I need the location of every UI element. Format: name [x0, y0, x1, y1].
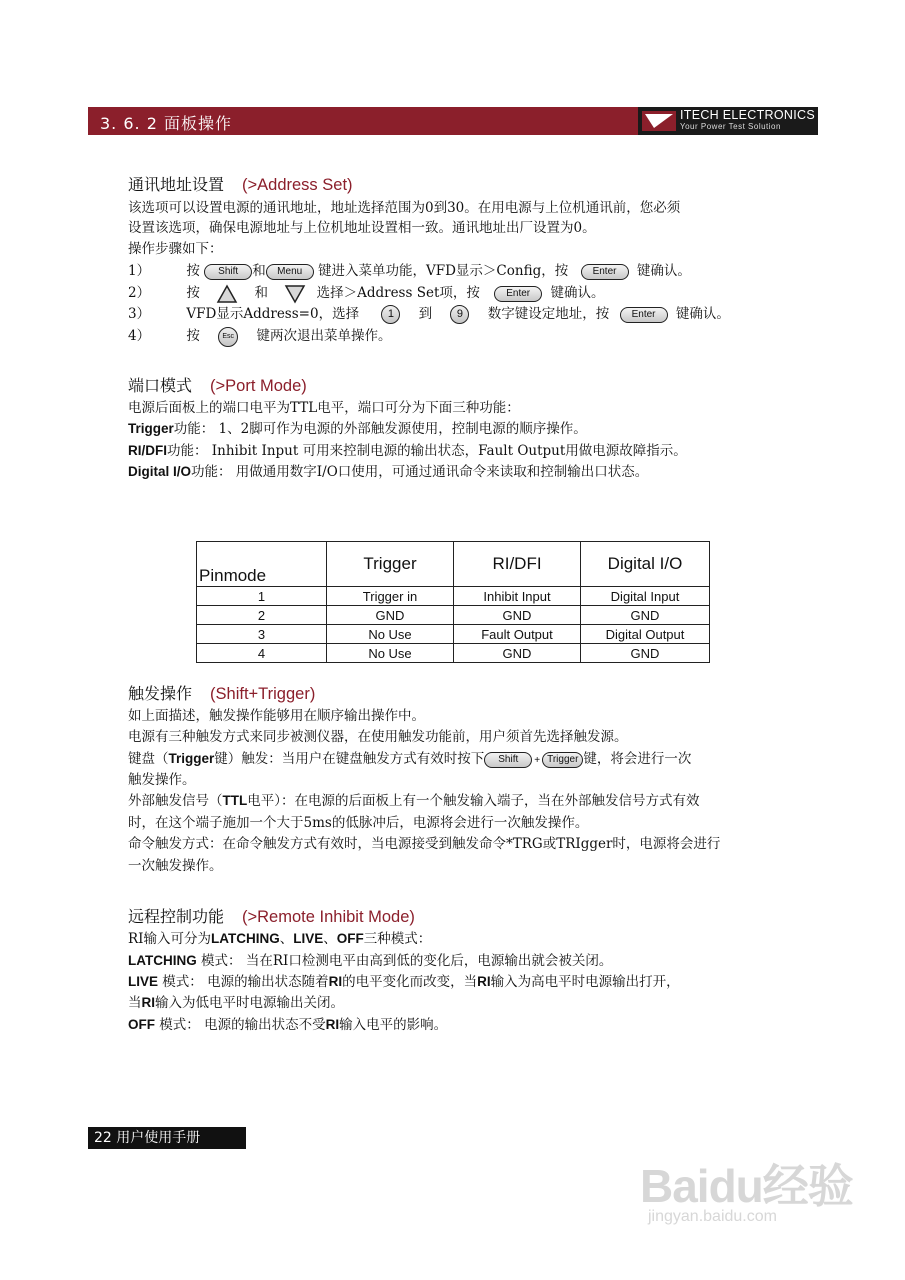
line-text: 模式： 电源的输出状态不受	[155, 1017, 326, 1033]
step-text: 和	[254, 285, 268, 301]
table-cell: Fault Output	[454, 625, 581, 644]
step-text: 按	[186, 263, 200, 279]
line-text: 电平）：在电源的后面板上有一个触发输入端子，当在外部触发信号方式有效	[247, 793, 700, 809]
remote-title-en: (>Remote Inhibit Mode)	[242, 908, 415, 926]
table-header-row	[197, 542, 710, 587]
trigger-para-2: 电源有三种触发方式来同步被测仪器，在使用触发功能前，用户须首先选择触发源。	[128, 729, 628, 745]
step-text: 到	[418, 306, 433, 322]
pinmode-table	[196, 541, 710, 663]
line-text: 模式： 电源的输出状态随着	[158, 974, 329, 990]
line-text: 功能： 用做通用数字I/O口使用，可通过通讯命令来读取和控制输出口状态。	[191, 464, 649, 480]
port-title: 端口模式	[128, 376, 193, 395]
table-cell: GND	[327, 606, 454, 625]
line-text: 外部触发信号（	[128, 793, 223, 809]
step-number: 2）	[128, 285, 151, 301]
baidu-watermark	[640, 1150, 853, 1225]
table-cell: Trigger in	[327, 587, 454, 606]
bold-term: RI	[328, 974, 343, 989]
step-text: 选择＞Address Set项，按	[316, 285, 480, 301]
trigger-para-4: 触发操作。	[128, 772, 196, 788]
port-title-en: (>Port Mode)	[210, 377, 307, 395]
step-number: 4）	[128, 328, 151, 344]
menu-key-icon: Menu	[266, 264, 314, 280]
bold-term: LATCHING	[128, 953, 197, 968]
table-header-cell: RI/DFI	[454, 542, 581, 587]
bold-term: LATCHING	[211, 931, 280, 946]
bold-term: OFF	[336, 931, 364, 946]
section-header-bar	[88, 107, 818, 135]
port-para-1: 电源后面板上的端口电平为TTL电平，端口可分为下面三种功能：	[128, 400, 520, 416]
table-cell: Digital Input	[581, 587, 710, 606]
remote-live-line-2	[128, 993, 344, 1013]
address-para-2: 设置该选项，确保电源地址与上位机地址设置相一致。通讯地址出厂设置为0。	[128, 220, 596, 236]
trigger-para-7: 命令触发方式：在命令触发方式有效时，当电源接受到触发命令*TRG或TRIgger时，电源将会进行	[128, 836, 721, 852]
address-step-3	[128, 304, 730, 324]
watermark-url-text: jingyan.baidu.com	[648, 1208, 777, 1225]
line-text: 、	[279, 931, 294, 947]
trigger-para-3	[128, 749, 691, 771]
table-cell: 2	[197, 606, 327, 625]
line-text: 输入电平的影响。	[339, 1017, 448, 1033]
watermark-main-text: Baidu经验	[640, 1160, 853, 1212]
step-text: 按	[186, 328, 200, 344]
table-cell: GND	[581, 606, 710, 625]
bold-term: LIVE	[128, 974, 159, 989]
bold-term: RI	[477, 974, 491, 989]
line-text: 输入为低电平时电源输出关闭。	[155, 995, 344, 1011]
table-cell: 1	[197, 587, 327, 606]
table-cell: No Use	[327, 625, 454, 644]
bold-term: Trigger	[168, 751, 215, 766]
line-text: 当	[128, 995, 142, 1011]
enter-key-icon: Enter	[581, 264, 629, 280]
line-text: 键）触发：当用户在键盘触发方式有效时按下	[214, 751, 485, 767]
trigger-para-5	[128, 791, 700, 811]
address-title-en: (>Address Set)	[242, 176, 353, 194]
step-text: 按	[186, 285, 200, 301]
table-cell: Inhibit Input	[454, 587, 581, 606]
remote-latching-line	[128, 951, 612, 971]
table-cell: GND	[454, 644, 581, 663]
line-text: 功能： Inhibit Input 可用来控制电源的输出状态，Fault Output用做电源故障指示。	[167, 443, 687, 459]
remote-title: 远程控制功能	[128, 907, 225, 926]
shift-key-icon: Shift	[484, 752, 532, 768]
port-digital-line	[128, 462, 648, 482]
table-row	[197, 644, 710, 663]
bold-term: RI	[141, 995, 155, 1010]
bold-term: Trigger	[128, 421, 174, 436]
bold-term: LIVE	[293, 931, 324, 946]
address-para-1: 该选项可以设置电源的通讯地址，地址选择范围为0到30。在用电源与上位机通讯前，您必须	[128, 200, 681, 216]
line-text: 功能： 1、2脚可作为电源的外部触发源使用，控制电源的顺序操作。	[173, 421, 587, 437]
trigger-title-en: (Shift+Trigger)	[210, 685, 316, 703]
port-trigger-line	[128, 419, 587, 439]
logo-slogan-text: Your Power Test Solution	[680, 122, 781, 131]
step-text: 数字键设定地址，按	[487, 306, 610, 322]
line-text: RI输入可分为	[128, 931, 211, 947]
bold-term: RI/DFI	[128, 443, 167, 458]
page-footer: 22 用户使用手册	[88, 1127, 246, 1149]
line-text: 的电平变化而改变，当	[342, 974, 478, 990]
bold-term: OFF	[128, 1017, 155, 1032]
trigger-heading	[128, 681, 315, 704]
address-step-2	[128, 283, 604, 304]
address-heading	[128, 172, 353, 195]
table-cell: Digital Output	[581, 625, 710, 644]
step-text: 键两次退出菜单操作。	[256, 328, 392, 344]
line-text: 三种模式：	[363, 931, 432, 947]
line-text: 输入为高电平时电源输出打开，	[490, 974, 680, 990]
table-cell: GND	[454, 606, 581, 625]
line-text: 模式： 当在RI口检测电平由高到低的变化后，电源输出就会被关闭。	[196, 953, 613, 969]
step-number: 1）	[128, 263, 151, 279]
enter-key-icon: Enter	[620, 307, 668, 323]
address-title: 通讯地址设置	[128, 175, 225, 194]
remote-live-line	[128, 972, 680, 992]
table-row	[197, 625, 710, 644]
bold-term: TTL	[222, 793, 248, 808]
trigger-title: 触发操作	[128, 684, 193, 703]
shift-key-icon: Shift	[204, 264, 252, 280]
table-header-cell: Digital I/O	[581, 542, 710, 587]
port-heading	[128, 373, 307, 396]
digit-nine-key-icon: 9	[450, 305, 469, 324]
up-arrow-key-icon	[216, 284, 238, 304]
step-text: 键进入菜单功能，VFD显示＞Config，按	[317, 263, 569, 279]
step-text: 和	[252, 263, 266, 279]
step-text: 键确认。	[550, 285, 605, 301]
down-arrow-key-icon	[284, 284, 306, 304]
line-text: 键盘（	[128, 751, 169, 767]
plus-sign: +	[534, 755, 541, 766]
table-cell: GND	[581, 644, 710, 663]
port-ridfi-line	[128, 441, 687, 461]
itech-logo-icon	[642, 111, 676, 131]
remote-off-line	[128, 1015, 447, 1035]
step-text: VFD显示Address=0，选择	[186, 306, 360, 322]
trigger-para-6: 时，在这个端子施加一个大于5ms的低脉冲后，电源将会进行一次触发操作。	[128, 815, 589, 831]
remote-para-1	[128, 929, 431, 949]
step-text: 键确认。	[636, 263, 691, 279]
address-step-1	[128, 261, 691, 281]
trigger-key-icon: Trigger	[542, 752, 583, 768]
trigger-para-8: 一次触发操作。	[128, 858, 223, 874]
digit-one-key-icon: 1	[381, 305, 400, 324]
itech-logo	[638, 107, 818, 135]
remote-heading	[128, 904, 415, 927]
line-text: 键，将会进行一次	[583, 751, 692, 767]
enter-key-icon: Enter	[494, 286, 542, 302]
bold-term: Digital I/O	[128, 464, 192, 479]
step-number: 3）	[128, 306, 151, 322]
table-cell: No Use	[327, 644, 454, 663]
table-cell: 3	[197, 625, 327, 644]
table-header-cell: Pinmode	[197, 542, 327, 587]
trigger-para-1: 如上面描述，触发操作能够用在顺序输出操作中。	[128, 708, 425, 724]
table-header-cell: Trigger	[327, 542, 454, 587]
table-row	[197, 587, 710, 606]
bold-term: RI	[325, 1017, 340, 1032]
table-cell: 4	[197, 644, 327, 663]
esc-key-icon: Esc	[218, 327, 238, 347]
address-para-3: 操作步骤如下：	[128, 241, 223, 257]
step-text: 键确认。	[675, 306, 730, 322]
address-step-4	[128, 326, 391, 347]
line-text: 、	[323, 931, 337, 947]
logo-brand-text: ITECH ELECTRONICS	[680, 108, 815, 122]
section-title: 3. 6. 2 面板操作	[100, 114, 232, 133]
table-row	[197, 606, 710, 625]
